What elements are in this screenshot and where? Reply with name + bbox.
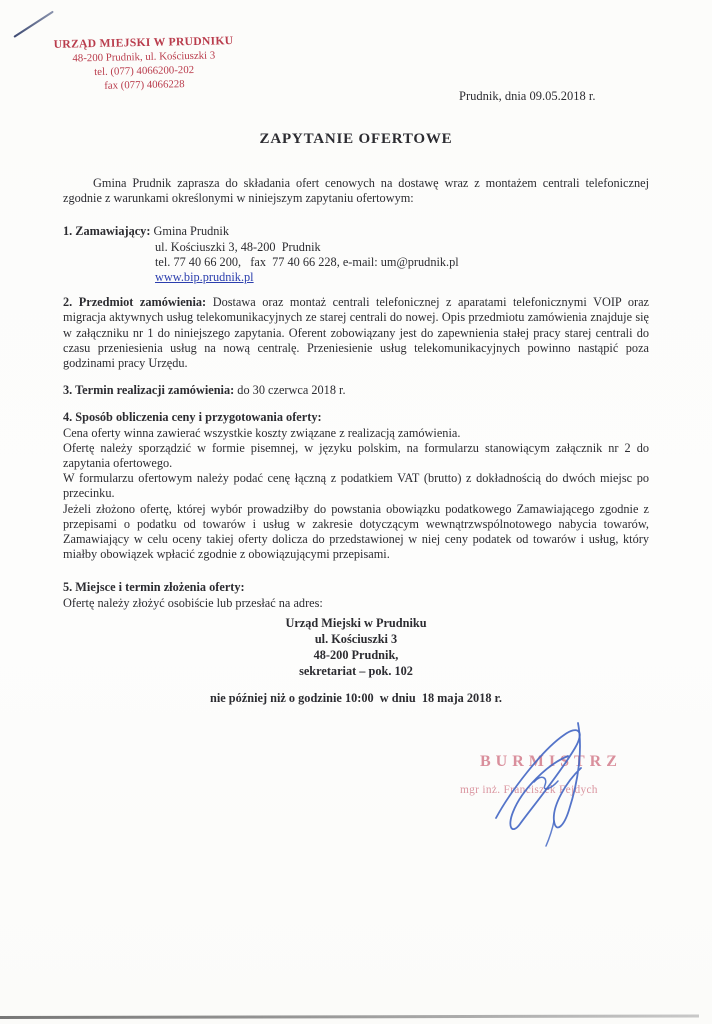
- section-4-sposob-obliczenia: [63, 410, 649, 562]
- buyer-contact: tel. 77 40 66 200, fax 77 40 66 228, e-mail: um@prudnik.pl: [155, 254, 459, 269]
- section-2-body: Dostawa oraz montaż centrali telefonicznej z aparatami telefonicznymi VOIP oraz migracja aktywnych usług telekomunikacyjnych ze starej centrali do nowej. Opis przedmiotu zamówienia znajduje się w załączniku nr 1 do niniejszego zapytania. Oferent zobowiązany jest do zapewnienia stałej pracy starej centrali do czasu przeniesienia usług na nową centralę. Przeniesienie usług telekomunikacyjnych powinno nastąpić poza godzinami pracy Urzędu.: [63, 295, 649, 371]
- letterhead-fax: fax (077) 4066228: [104, 77, 185, 92]
- letterhead-address: 48-200 Prudnik, ul. Kościuszki 3: [72, 49, 216, 65]
- document-title: ZAPYTANIE OFERTOWE: [259, 131, 453, 147]
- intro-paragraph: Gmina Prudnik zaprasza do składania ofert cenowych na dostawę wraz z montażem centrali telefonicznej zgodnie z warunkami określonymi w niniejszym zapytaniu ofertowym:: [63, 176, 649, 206]
- section-1-zamawiajacy: [63, 224, 649, 285]
- submission-address-block: [63, 615, 649, 680]
- submission-address-line-1: Urząd Miejski w Prudniku: [285, 615, 427, 630]
- buyer-address: ul. Kościuszki 3, 48-200 Prudnik: [155, 239, 321, 254]
- bip-website-link[interactable]: www.bip.prudnik.pl: [155, 270, 254, 285]
- submission-address-line-2: ul. Kościuszki 3: [314, 632, 398, 647]
- pen-mark: [13, 11, 54, 39]
- section-4-paragraph-3: W formularzu ofertowym należy podać cenę łączną z podatkiem VAT (brutto) z dokładnością do dwóch miejsc po przecinku.: [63, 471, 649, 501]
- scanner-edge-shadow: [0, 1015, 699, 1019]
- section-3-label: 3. Termin realizacji zamówienia:: [63, 383, 235, 398]
- document-body: [63, 176, 649, 706]
- handwritten-signature-ink: [482, 722, 622, 847]
- section-2-label: 2. Przedmiot zamówienia:: [63, 295, 207, 310]
- mayor-stamp-name: mgr inż. Franciszek Fejdych: [460, 784, 598, 796]
- letterhead-org-name: URZĄD MIEJSKI W PRUDNIKU: [53, 34, 234, 51]
- submission-address-line-3: 48-200 Prudnik,: [313, 648, 399, 663]
- buyer-name: Gmina Prudnik: [153, 224, 230, 239]
- section-5-miejsce-termin: [63, 580, 649, 705]
- submission-deadline: nie później niż o godzinie 10:00 w dniu 18 maja 2018 r.: [210, 690, 502, 705]
- signature-block: [452, 742, 642, 852]
- section-3-termin: [63, 383, 649, 398]
- section-4-paragraph-2: Ofertę należy sporządzić w formie pisemnej, w języku polskim, na formularzu stanowiącym załącznik nr 2 do zapytania ofertowego.: [63, 440, 649, 471]
- date-line: Prudnik, dnia 09.05.2018 r.: [459, 89, 596, 103]
- letterhead-stamp: [47, 34, 240, 94]
- section-2-przedmiot: [63, 295, 649, 371]
- submission-address-line-4: sekretariat – pok. 102: [299, 664, 413, 679]
- section-1-heading: [63, 224, 649, 239]
- buyer-link-row: [63, 270, 649, 285]
- mayor-stamp-title: BURMISTRZ: [480, 753, 622, 770]
- section-1-label: 1. Zamawiający:: [63, 224, 151, 239]
- section-5-intro: Ofertę należy złożyć osobiście lub przesłać na adres:: [63, 595, 323, 610]
- section-5-label: 5. Miejsce i termin złożenia oferty:: [63, 580, 245, 595]
- letterhead-phone: tel. (077) 4066200-202: [94, 63, 195, 78]
- section-4-label: 4. Sposób obliczenia ceny i przygotowania oferty:: [63, 410, 322, 425]
- section-3-body: do 30 czerwca 2018 r.: [237, 383, 346, 398]
- section-4-paragraph-4: Jeżeli złożono ofertę, której wybór prowadziłby do powstania obowiązku podatkowego Zamawiającego zgodnie z przepisami o podatku od towarów i usług w zakresie dotyczącym wewnątrzwspólnotowego nabycia towarów, Zamawiający w celu oceny takiej oferty dolicza do przedstawionej w niej ceny podatek od towarów i usług, który miałby obowiązek wpłacić zgodnie z obowiązującymi przepisami.: [63, 501, 649, 562]
- section-4-paragraph-1: Cena oferty winna zawierać wszystkie koszty związane z realizacją zamówienia.: [63, 425, 461, 440]
